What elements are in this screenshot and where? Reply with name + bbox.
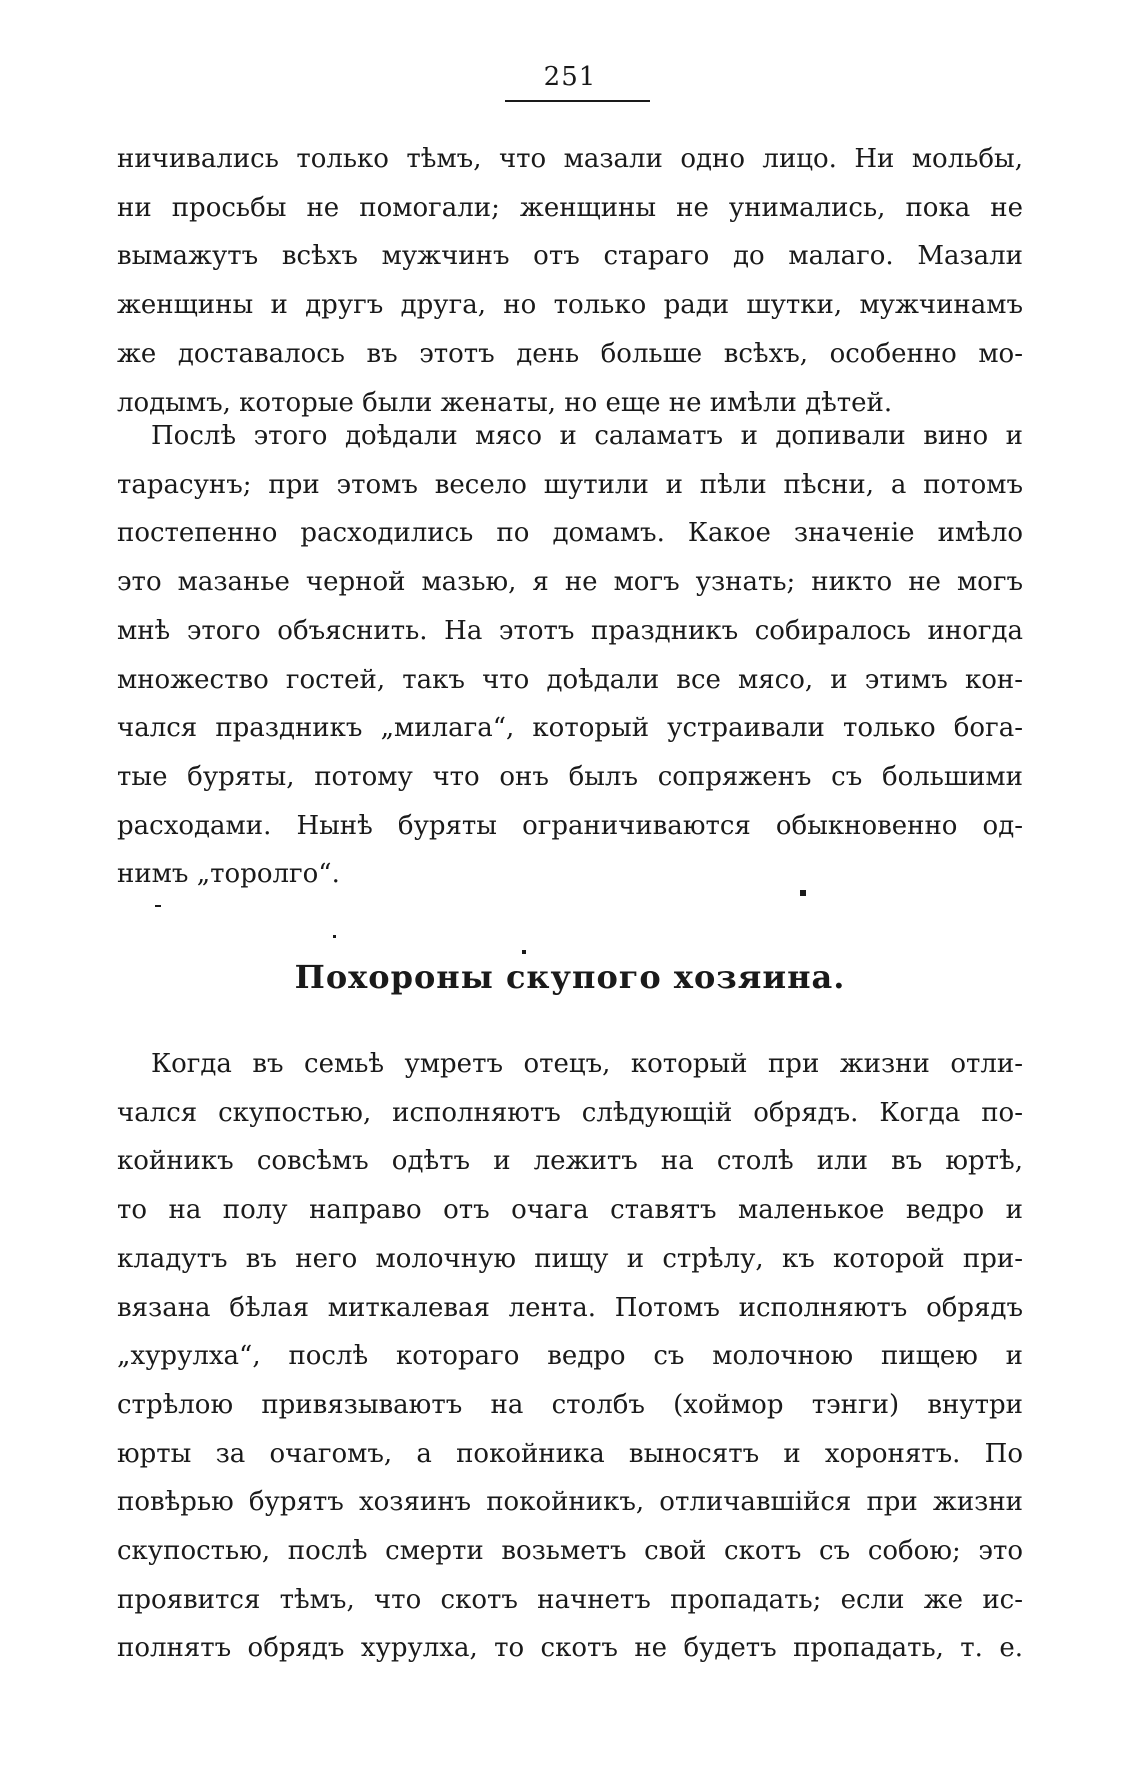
scan-speck (522, 950, 526, 954)
page-number: 251 (543, 62, 597, 92)
text-line: вязана бѣлая миткалевая лента. Потомъ исполняютъ обрядъ (117, 1292, 1023, 1323)
section-heading: Похороны скупого хозяина. (294, 958, 846, 996)
text-line: ни просьбы не помогали; женщины не унимались, пока не (117, 192, 1023, 223)
text-line: лодымъ, которые были женаты, но еще не имѣли дѣтей. (117, 387, 893, 418)
text-line: тые буряты, потому что онъ былъ сопряженъ съ большими (117, 761, 1023, 792)
text-line: Когда въ семьѣ умретъ отецъ, который при жизни отли- (151, 1049, 1023, 1079)
paragraph-1 (117, 135, 1023, 427)
page-number-rule (505, 100, 650, 102)
paragraph-2 (117, 412, 1023, 899)
text-line: женщины и другъ друга, но только ради шутки, мужчинамъ (117, 290, 1023, 321)
text-line: „хурулха“, послѣ котораго ведро съ молочною пищею и (117, 1341, 1023, 1372)
text-line: ничивались только тѣмъ, что мазали одно лицо. Ни мольбы, (117, 144, 1023, 174)
text-line: юрты за очагомъ, а покойника выносятъ и хоронятъ. По (117, 1438, 1023, 1469)
text-line: скупостью, послѣ смерти возьметъ свой скотъ съ собою; это (117, 1536, 1023, 1567)
text-line: стрѣлою привязываютъ на столбъ (хоймор тэнги) внутри (117, 1389, 1023, 1420)
text-line: чался праздникъ „милага“, который устраивали только бога- (117, 713, 1023, 744)
text-line: Послѣ этого доѣдали мясо и саламатъ и допивали вино и (151, 421, 1023, 451)
text-line: постепенно расходились по домамъ. Какое значеніе имѣло (117, 518, 1023, 549)
text-line: чался скупостью, исполняютъ слѣдующій обрядъ. Когда по- (117, 1097, 1023, 1128)
text-line: проявится тѣмъ, что скотъ начнетъ пропадать; если же ис- (117, 1584, 1023, 1615)
text-line: мнѣ этого объяснить. На этотъ праздникъ собиралось иногда (117, 615, 1023, 646)
text-line: то на полу направо отъ очага ставятъ маленькое ведро и (117, 1195, 1023, 1226)
text-line: повѣрью бурятъ хозяинъ покойникъ, отличавшійся при жизни (117, 1487, 1023, 1518)
text-line: это мазанье черной мазью, я не могъ узнать; никто не могъ (117, 567, 1023, 598)
text-line: тарасунъ; при этомъ весело шутили и пѣли пѣсни, а потомъ (117, 469, 1023, 500)
text-line: расходами. Нынѣ буряты ограничиваются обыкновенно од- (117, 810, 1023, 841)
scan-speck (800, 890, 806, 896)
text-line: нимъ „торолго“. (117, 859, 340, 890)
text-line: полнятъ обрядъ хурулха, то скотъ не будетъ пропадать, т. е. (117, 1633, 1023, 1664)
text-line: койникъ совсѣмъ одѣтъ и лежитъ на столѣ или въ юртѣ, (117, 1146, 1023, 1177)
text-line: вымажутъ всѣхъ мужчинъ отъ стараго до малаго. Мазали (117, 241, 1023, 272)
text-line: кладутъ въ него молочную пищу и стрѣлу, къ которой при- (117, 1243, 1023, 1274)
text-line: множество гостей, такъ что доѣдали все мясо, и этимъ кон- (117, 664, 1023, 695)
text-line: же доставалось въ этотъ день больше всѣхъ, особенно мо- (117, 338, 1023, 369)
paragraph-3 (117, 1040, 1023, 1673)
scan-speck (333, 935, 336, 938)
scan-speck (155, 905, 161, 907)
